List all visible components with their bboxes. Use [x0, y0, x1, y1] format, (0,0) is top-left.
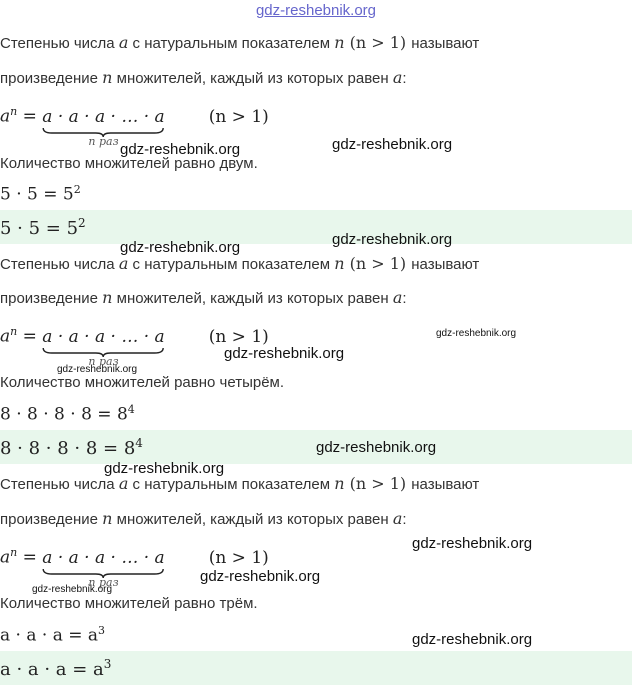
underbrace-group — [42, 106, 165, 148]
formula-base: a — [0, 547, 11, 568]
count-text: Количество множителей равно трём. — [0, 595, 258, 612]
def-text: называют — [411, 256, 480, 273]
answer-exponent: 4 — [135, 436, 143, 450]
definition-line-2 — [0, 68, 407, 87]
answer-box — [0, 651, 632, 685]
answer-exponent: 3 — [103, 657, 112, 671]
var-a: a — [392, 288, 403, 307]
expr-lhs: 5 · 5 = 5 — [0, 184, 74, 205]
expression — [0, 183, 81, 205]
def-text: : — [402, 511, 407, 528]
underbrace-group — [42, 326, 165, 368]
definition-line-2 — [0, 288, 407, 307]
power-formula — [0, 325, 269, 368]
brace-label: n раз — [88, 575, 119, 589]
answer-expression — [0, 216, 86, 239]
def-text: произведение — [0, 290, 103, 307]
watermark: gdz-reshebnik.org — [436, 328, 517, 339]
var-a: a — [392, 68, 403, 87]
brace-label: n раз — [88, 134, 119, 148]
watermark: gdz-reshebnik.org — [224, 345, 345, 362]
def-text: с натуральным показателем — [128, 35, 335, 52]
formula-condition: (n > 1) — [208, 547, 269, 568]
def-text: с натуральным показателем — [128, 476, 335, 493]
watermark: gdz-reshebnik.org — [120, 141, 241, 158]
def-condition: (n > 1) — [344, 254, 412, 273]
var-a: a — [118, 33, 129, 52]
definition-line-1 — [0, 33, 479, 52]
def-text: называют — [411, 35, 480, 52]
var-a: a — [118, 474, 129, 493]
def-text: Степенью числа — [0, 476, 119, 493]
watermark: gdz-reshebnik.org — [412, 631, 533, 648]
watermark: gdz-reshebnik.org — [57, 364, 138, 375]
answer-box — [0, 210, 632, 244]
formula-product: a · a · a · … · a — [42, 547, 165, 568]
expr-exponent: 3 — [98, 624, 106, 637]
var-n: n — [334, 474, 345, 493]
watermark: gdz-reshebnik.org — [332, 231, 453, 248]
formula-exp: n — [10, 105, 18, 118]
expr-lhs: a · a · a = a — [0, 625, 99, 646]
expr-exponent: 4 — [127, 403, 135, 416]
formula-base: a — [0, 106, 11, 127]
formula-condition: (n > 1) — [208, 326, 269, 347]
answer-lhs: 5 · 5 = 5 — [0, 218, 79, 239]
var-n: n — [334, 33, 345, 52]
formula-exp: n — [10, 546, 18, 559]
expression — [0, 403, 135, 425]
def-text: множителей, каждый из которых равен — [112, 70, 393, 87]
count-text: Количество множителей равно двум. — [0, 155, 258, 172]
answer-expression — [0, 436, 143, 459]
formula-eq: = — [17, 106, 43, 127]
watermark: gdz-reshebnik.org — [120, 239, 241, 256]
var-n: n — [102, 68, 113, 87]
definition-line-2 — [0, 509, 407, 528]
formula-eq: = — [17, 547, 43, 568]
def-text: Степенью числа — [0, 35, 119, 52]
def-text: Степенью числа — [0, 256, 119, 273]
answer-lhs: 8 · 8 · 8 · 8 = 8 — [0, 438, 136, 459]
expr-lhs: 8 · 8 · 8 · 8 = 8 — [0, 404, 128, 425]
formula-product: a · a · a · … · a — [42, 106, 165, 127]
watermark: gdz-reshebnik.org — [316, 439, 437, 456]
formula-eq: = — [17, 326, 43, 347]
watermark: gdz-reshebnik.org — [32, 584, 113, 595]
formula-exp: n — [10, 325, 18, 338]
expr-exponent: 2 — [73, 183, 81, 196]
definition-line-1 — [0, 474, 479, 493]
definition-line-1 — [0, 254, 479, 273]
answer-lhs: a · a · a = a — [0, 659, 104, 680]
answer-exponent: 2 — [78, 216, 86, 230]
def-text: : — [402, 70, 407, 87]
def-condition: (n > 1) — [344, 33, 412, 52]
def-text: множителей, каждый из которых равен — [112, 290, 393, 307]
count-text: Количество множителей равно четырём. — [0, 374, 285, 391]
answer-expression — [0, 657, 111, 680]
def-text: с натуральным показателем — [128, 256, 335, 273]
def-text: произведение — [0, 511, 103, 528]
watermark: gdz-reshebnik.org — [412, 535, 533, 552]
var-n: n — [334, 254, 345, 273]
watermark: gdz-reshebnik.org — [104, 460, 225, 477]
brace-label: n раз — [88, 354, 119, 368]
formula-condition: (n > 1) — [208, 106, 269, 127]
underbrace-group — [42, 547, 165, 589]
def-text: называют — [411, 476, 480, 493]
def-text: множителей, каждый из которых равен — [112, 511, 393, 528]
expression — [0, 624, 105, 646]
formula-base: a — [0, 326, 11, 347]
var-n: n — [102, 288, 113, 307]
formula-product: a · a · a · … · a — [42, 326, 165, 347]
watermark: gdz-reshebnik.org — [332, 136, 453, 153]
var-n: n — [102, 509, 113, 528]
power-formula — [0, 105, 269, 148]
def-text: произведение — [0, 70, 103, 87]
def-text: : — [402, 290, 407, 307]
var-a: a — [118, 254, 129, 273]
def-condition: (n > 1) — [344, 474, 412, 493]
var-a: a — [392, 509, 403, 528]
site-header-link[interactable]: gdz-reshebnik.org — [255, 2, 377, 19]
watermark: gdz-reshebnik.org — [200, 568, 321, 585]
